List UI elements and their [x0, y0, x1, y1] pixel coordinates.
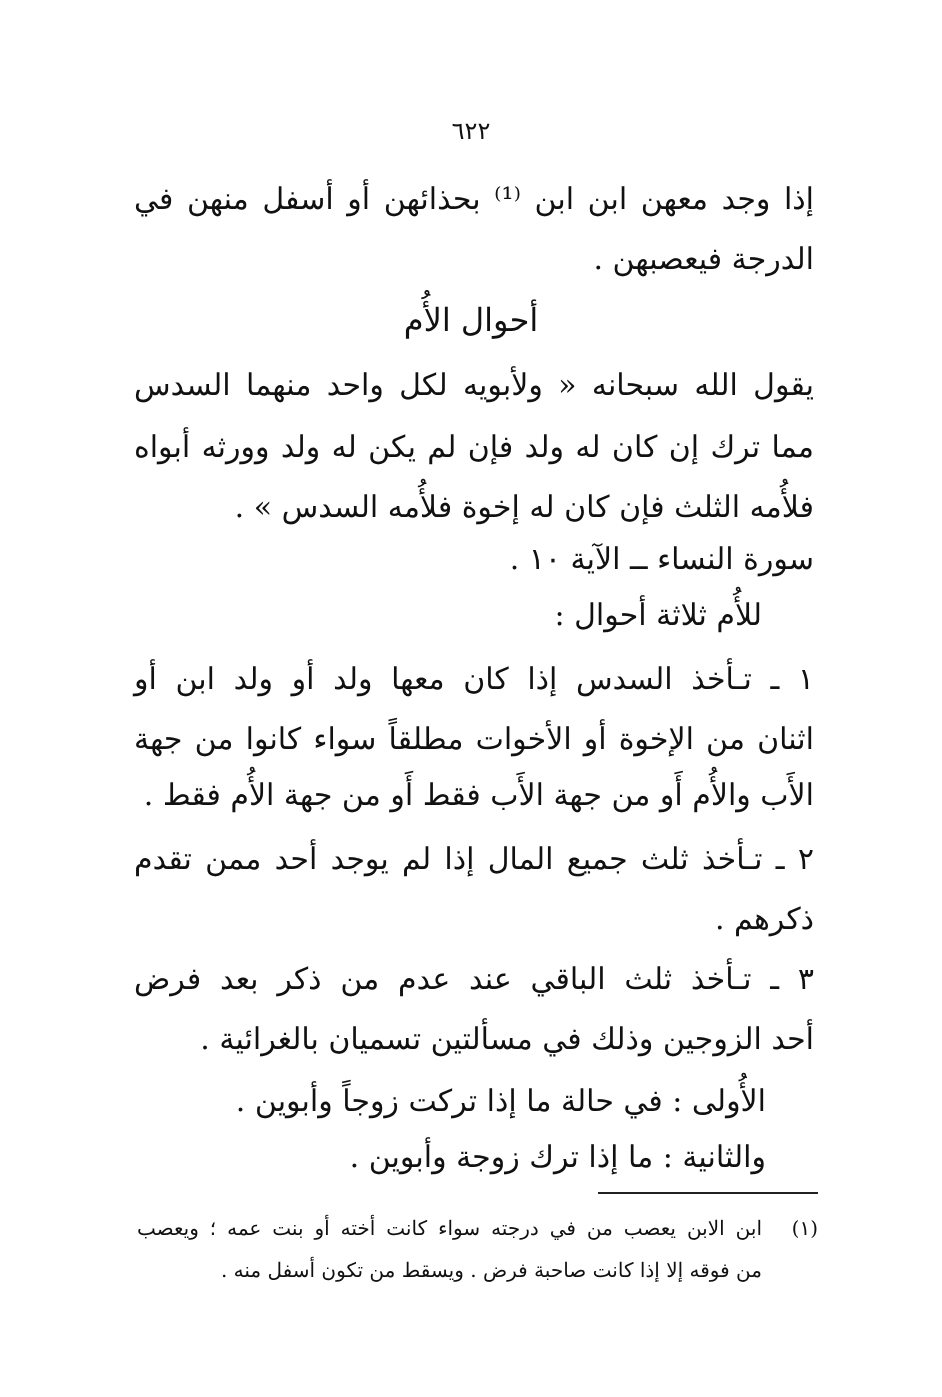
state-1-line-1: ١ ـ تـأخذ السدس إذا كان معها ولد أو ولد ابن أو	[134, 662, 814, 697]
footnote-line-1: ابن الابن يعصب من في درجته سواء كانت أخته أو بنت عمه ؛ ويعصب	[137, 1216, 762, 1240]
state-1-line-2: اثنان من الإخوة أو الأخوات مطلقاً سواء كانوا من جهة	[134, 722, 814, 757]
states-intro: للأُم ثلاثة أحوال :	[554, 598, 762, 633]
section-title: أحوال الأُم	[403, 301, 539, 339]
state-2-line-2: ذكرهم .	[714, 902, 814, 937]
verse-line-1: يقول الله سبحانه « ولأبويه لكل واحد منهما السدس	[134, 368, 814, 403]
state-2-line-1: ٢ ـ تـأخذ ثلث جميع المال إذا لم يوجد أحد ممن تقدم	[134, 842, 814, 877]
footnote-divider	[598, 1192, 818, 1194]
state-3-line-2: أحد الزوجين وذلك في مسألتين تسميان بالغرائية .	[200, 1022, 814, 1057]
page-number: ٦٢٢	[451, 117, 491, 145]
state-3-line-1: ٣ ـ تـأخذ ثلث الباقي عند عدم من ذكر بعد فرض	[134, 962, 814, 997]
footnote-line-2: من فوقه إلا إذا كانت صاحبة فرض . ويسقط من تكون أسفل منه .	[220, 1258, 762, 1282]
verse-citation: سورة النساء ــ الآية ١٠ .	[509, 542, 814, 577]
intro-line-2: الدرجة فيعصبهن .	[593, 242, 814, 277]
state-1-line-3: الأَب والأُم أَو من جهة الأَب فقط أَو من جهة الأُم فقط .	[143, 778, 814, 813]
verse-line-2: مما ترك إن كان له ولد فإن لم يكن له ولد وورثه أبواه	[134, 430, 814, 465]
case-first: الأُولى : في حالة ما إذا تركت زوجاً وأبوين .	[235, 1084, 766, 1119]
verse-line-3: فلأُمه الثلث فإن كان له إخوة فلأُمه السدس » .	[234, 490, 814, 525]
case-second: والثانية : ما إذا ترك زوجة وأبوين .	[349, 1140, 766, 1175]
footnote-marker: (١)	[791, 1216, 818, 1240]
intro-line-1: إذا وجد معهن ابن ابن ⁽¹⁾ بحذائهن أو أسفل منهن في	[134, 182, 815, 217]
